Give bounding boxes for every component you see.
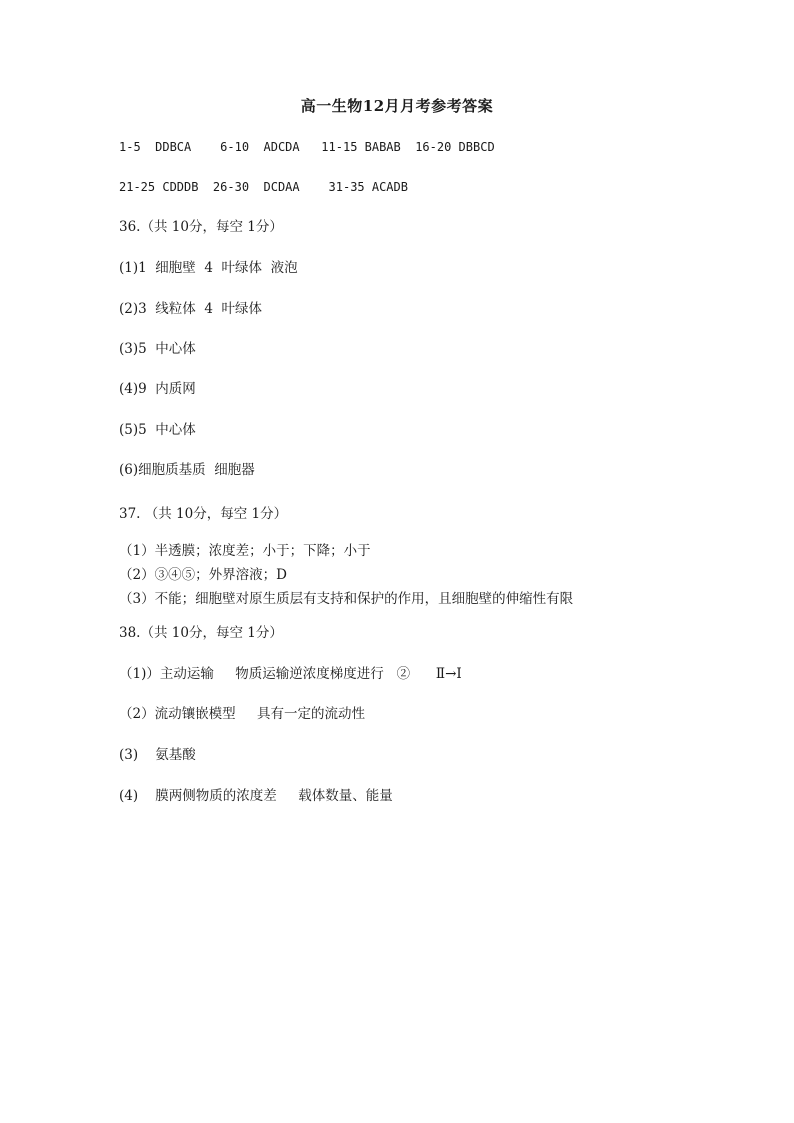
q36-item-2: (2)3 线粒体 4 叶绿体 (119, 301, 263, 317)
q38-header: 38.（共 10分，每空 1分） (119, 625, 283, 641)
q36-item-4: (4)9 内质网 (119, 381, 196, 397)
q36-header: 36.（共 10分，每空 1分） (119, 219, 283, 235)
q37-item-3: （3）不能；细胞壁对原生质层有支持和保护的作用，且细胞壁的伸缩性有限 (119, 591, 574, 607)
document-title: 高一生物12月月考参考答案 (300, 97, 494, 115)
q36-item-1: (1)1 细胞壁 4 叶绿体 液泡 (119, 260, 298, 276)
q37-item-1: （1）半透膜；浓度差；小于；下降；小于 (119, 543, 371, 559)
q36-item-5: (5)5 中心体 (119, 422, 196, 438)
q36-item-6: (6)细胞质基质 细胞器 (119, 462, 255, 478)
q38-item-2: （2）流动镶嵌模型 具有一定的流动性 (119, 706, 366, 722)
q37-item-2: （2）③④⑤；外界溶液；D (119, 567, 287, 583)
q36-item-3: (3)5 中心体 (119, 341, 196, 357)
q38-item-3: (3) 氨基酸 (119, 747, 196, 763)
choice-answers-row-1: 1-5 DDBCA 6-10 ADCDA 11-15 BABAB 16-20 DBBCD (119, 140, 495, 154)
choice-answers-row-2: 21-25 CDDDB 26-30 DCDAA 31-35 ACADB (119, 180, 408, 194)
q38-item-4: (4) 膜两侧物质的浓度差 载体数量、能量 (119, 788, 393, 804)
q37-header: 37. （共 10分，每空 1分） (119, 506, 288, 522)
q38-item-1: （1)）主动运输 物质运输逆浓度梯度进行 ② Ⅱ→Ⅰ (119, 666, 462, 682)
